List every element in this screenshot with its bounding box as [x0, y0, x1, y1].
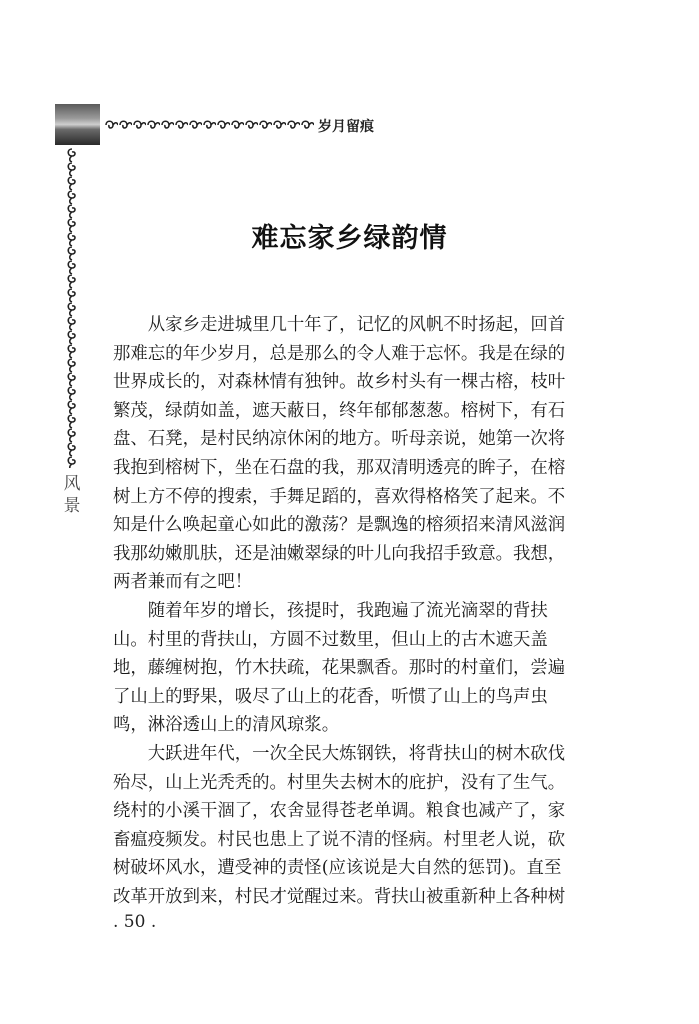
text-line: 山。村里的背扶山，方圆不过数里，但山上的古木遮天盖	[113, 629, 548, 650]
text-line: 树上方不停的搜索，手舞足蹈的，喜欢得格格笑了起来。不	[113, 486, 566, 507]
side-tab-label	[61, 473, 83, 517]
text-line: 大跃进年代，一次全民大炼钢铁，将背扶山的树木砍伐	[113, 743, 566, 764]
ornamental-border-horizontal	[104, 119, 314, 131]
text-line: 我抱到榕树下，坐在石盘的我，那双清明透亮的眸子，在榕	[113, 457, 566, 478]
text-line: 世界成长的，对森林情有独钟。故乡村头有一棵古榕，枝叶	[113, 372, 566, 393]
text-line: 从家乡走进城里几十年了，记忆的风帆不时扬起，回首	[113, 315, 566, 335]
text-line: 盘、石凳，是村民纳凉休闲的地方。听母亲说，她第一次将	[113, 429, 566, 450]
article-body	[113, 311, 591, 911]
text-line: 改革开放到来，村民才觉醒过来。背扶山被重新种上各种树	[113, 886, 566, 907]
text-line: 地，藤缠树抱，竹木扶疏，花果飘香。那时的村童们，尝遍	[113, 658, 566, 679]
text-line: 两者兼而有之吧！	[113, 572, 253, 593]
section-label: 岁月留痕	[318, 119, 374, 135]
side-tab-char: 景	[63, 496, 81, 516]
text-line: 树破坏风水，遭受神的责怪(应该说是大自然的惩罚)。直至	[113, 858, 562, 879]
text-line: 绕村的小溪干涸了，农舍显得苍老单调。粮食也减产了，家	[113, 801, 566, 822]
text-line: 了山上的野果，吸尽了山上的花香，听惯了山上的鸟声虫	[113, 686, 548, 707]
text-line: 繁茂，绿荫如盖，遮天蔽日，终年郁郁葱葱。榕树下，有石	[113, 400, 566, 421]
header-landscape-photo	[55, 104, 100, 145]
text-line: 知是什么唤起童心如此的激荡？是飘逸的榕须招来清风滋润	[113, 515, 566, 536]
text-line: 鸣，淋浴透山上的清风琼浆。	[113, 715, 340, 736]
text-line: 随着年岁的增长，孩提时，我跑遍了流光滴翠的背扶	[113, 600, 548, 621]
text-line: 殆尽，山上光秃秃的。村里失去树木的庇护，没有了生气。	[113, 772, 566, 793]
text-line: 我那幼嫩肌肤，还是油嫩翠绿的叶儿向我招手致意。我想，	[113, 543, 566, 564]
article-title: 难忘家乡绿韵情	[251, 223, 448, 254]
ornamental-border-vertical	[65, 148, 79, 468]
text-line: 那难忘的年少岁月，总是那么的令人难于忘怀。我是在绿的	[113, 343, 566, 364]
side-tab-char: 风	[63, 474, 81, 494]
text-line: 畜瘟疫频发。村民也患上了说不清的怪病。村里老人说，砍	[113, 829, 566, 850]
page-number: . 50 .	[113, 912, 157, 932]
